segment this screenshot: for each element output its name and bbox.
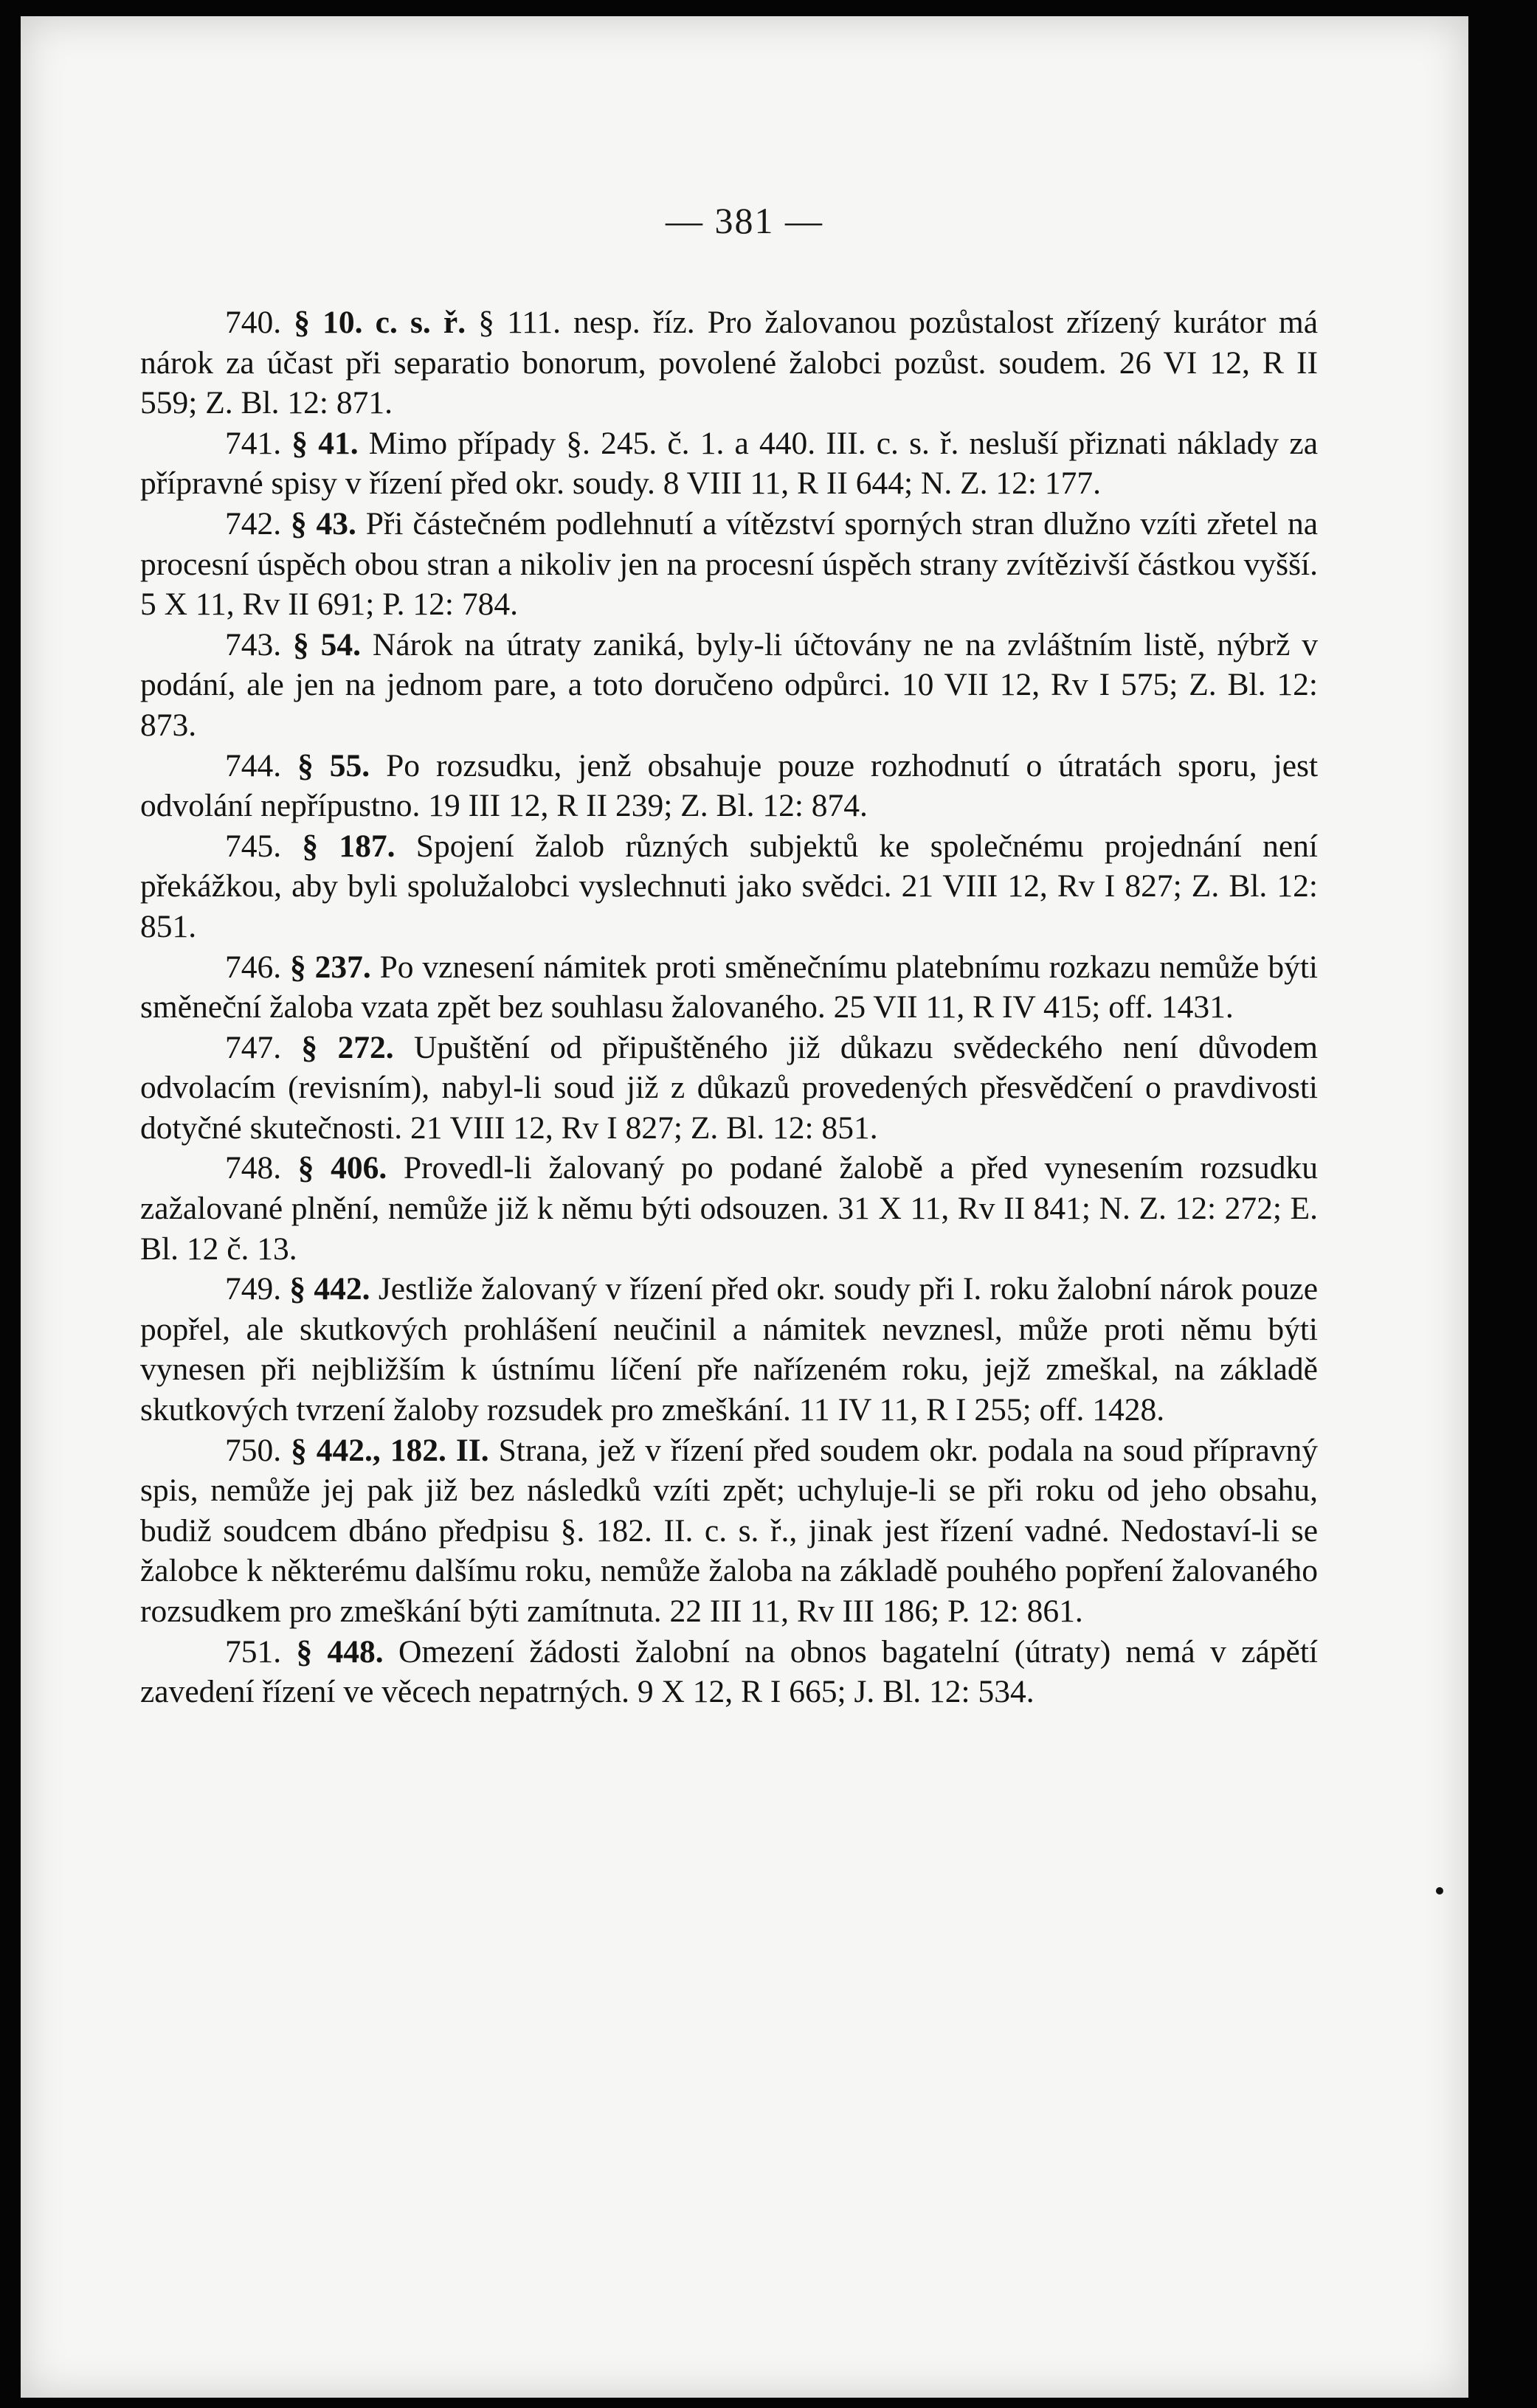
entry-743 bbox=[140, 625, 1318, 746]
entry-section: § 41. bbox=[291, 425, 359, 461]
entry-text: Strana, jež v řízení před soudem okr. podala na soud přípravný spis, nemůže jej pak již bez následků vzíti zpět; uchyluje-li se při roku od jeho obsahu, budiž soudcem dbáno předpisu §. 182. II. c. s. ř., jinak jest řízení vadné. Nedostaví-li se žalobce k některému dalšímu roku, nemůže žaloba na základě pouhého popření žalovaného rozsudkem pro zmeškání býti zamítnuta. 22 III 11, Rv III 186; P. 12: 861. bbox=[140, 1432, 1319, 1629]
entry-section: § 187. bbox=[302, 828, 396, 864]
entry-740 bbox=[140, 302, 1318, 423]
entry-number: 743. bbox=[225, 626, 282, 662]
book-page bbox=[21, 16, 1468, 2398]
entries-list bbox=[140, 302, 1318, 1712]
entry-text: Po vznesení námitek proti směnečnímu platebnímu rozkazu nemůže býti směneční žaloba vzata zpět bez souhlasu žalovaného. 25 VII 11, R IV 415; off. 1431. bbox=[140, 949, 1319, 1025]
entry-741 bbox=[140, 423, 1318, 504]
entry-text: Provedl-li žalovaný po podané žalobě a před vynesením rozsudku zažalované plnění, nemůže již k němu býti odsouzen. 31 X 11, Rv II 841; N. Z. 12: 272; E. Bl. 12 č. 13. bbox=[140, 1150, 1318, 1267]
entry-text: Spojení žalob různých subjektů ke společnému projednání není překážkou, aby byli spolužalobci vyslechnuti jako svědci. 21 VIII 12, Rv I 827; Z. Bl. 12: 851. bbox=[140, 828, 1319, 944]
entry-number: 740. bbox=[225, 305, 282, 340]
page-number: — 381 — bbox=[666, 200, 823, 241]
entry-text: Nárok na útraty zaniká, byly-li účtovány ne na zvláštním listě, nýbrž v podání, ale jen na jednom pare, a toto doručeno odpůrci. 10 VII 12, Rv I 575; Z. Bl. 12: 873. bbox=[140, 626, 1319, 743]
entry-text: Mimo případy §. 245. č. 1. a 440. III. c. s. ř. nesluší přiznati náklady za přípravné spisy v řízení před okr. soudy. 8 VIII 11, R II 644; N. Z. 12: 177. bbox=[140, 425, 1319, 502]
entry-number: 741. bbox=[225, 425, 282, 461]
entry-748 bbox=[140, 1148, 1318, 1269]
entry-number: 745. bbox=[225, 828, 282, 864]
entry-section: § 55. bbox=[297, 747, 370, 783]
entry-number: 742. bbox=[225, 505, 282, 542]
entry-section: § 442., 182. II. bbox=[291, 1432, 489, 1468]
entry-section: § 448. bbox=[296, 1633, 384, 1670]
entry-section: § 272. bbox=[301, 1029, 394, 1065]
entry-749 bbox=[140, 1269, 1318, 1430]
entry-747 bbox=[140, 1028, 1318, 1149]
entry-751 bbox=[140, 1632, 1318, 1712]
entry-number: 749. bbox=[225, 1271, 282, 1307]
entry-section: § 406. bbox=[297, 1150, 387, 1186]
entry-text: Jestliže žalovaný v řízení před okr. soudy při I. roku žalobní nárok pouze popřel, ale skutkových prohlášení neučinil a námitek nevznesl, může proti němu býti vynesen při nejbližším k ústnímu líčení pře nařízeném roku, jejž zmeškal, na základě skutkových tvrzení žaloby rozsudek pro zmeškání. 11 IV 11, R I 255; off. 1428. bbox=[140, 1271, 1319, 1428]
entry-number: 744. bbox=[225, 747, 282, 783]
entry-number: 748. bbox=[225, 1150, 282, 1186]
entry-section: § 10. c. s. ř. bbox=[294, 305, 466, 340]
entry-text: Upuštění od připuštěného již důkazu svědeckého není důvodem odvolacím (revisním), nabyl-li soud již z důkazů provedených přesvědčení o pravdivosti dotyčné skutečnosti. 21 VIII 12, Rv I 827; Z. Bl. 12: 851. bbox=[140, 1029, 1319, 1146]
entry-text: § 111. nesp. říz. Pro žalovanou pozůstalost zřízený kurátor má nárok za účast při separatio bonorum, povolené žalobci pozůst. soudem. 26 VI 12, R II 559; Z. Bl. 12: 871. bbox=[140, 305, 1319, 421]
entry-745 bbox=[140, 826, 1318, 947]
entry-744 bbox=[140, 746, 1318, 826]
entry-text: Při částečném podlehnutí a vítězství sporných stran dlužno vzíti zřetel na procesní úspěch obou stran a nikoliv jen na procesní úspěch strany zvítězivší částkou vyšší. 5 X 11, Rv II 691; P. 12: 784. bbox=[140, 505, 1318, 623]
entry-section: § 54. bbox=[293, 626, 362, 662]
entry-750 bbox=[140, 1430, 1318, 1632]
entry-number: 751. bbox=[225, 1633, 282, 1670]
margin-mark bbox=[1436, 1887, 1443, 1895]
entry-section: § 442. bbox=[289, 1271, 370, 1307]
entry-number: 746. bbox=[225, 949, 282, 985]
entry-746 bbox=[140, 947, 1318, 1028]
entry-number: 747. bbox=[225, 1029, 282, 1065]
entry-742 bbox=[140, 504, 1318, 625]
entry-text: Po rozsudku, jenž obsahuje pouze rozhodnutí o útratách sporu, jest odvolání nepřípustno. 19 III 12, R II 239; Z. Bl. 12: 874. bbox=[140, 747, 1319, 824]
entry-number: 750. bbox=[225, 1432, 282, 1468]
entry-section: § 237. bbox=[289, 949, 371, 985]
entry-section: § 43. bbox=[290, 505, 356, 542]
entry-text: Omezení žádosti žalobní na obnos bagatelní (útraty) nemá v zápětí zavedení řízení ve věcech nepatrných. 9 X 12, R I 665; J. Bl. 12: 534. bbox=[140, 1633, 1319, 1710]
